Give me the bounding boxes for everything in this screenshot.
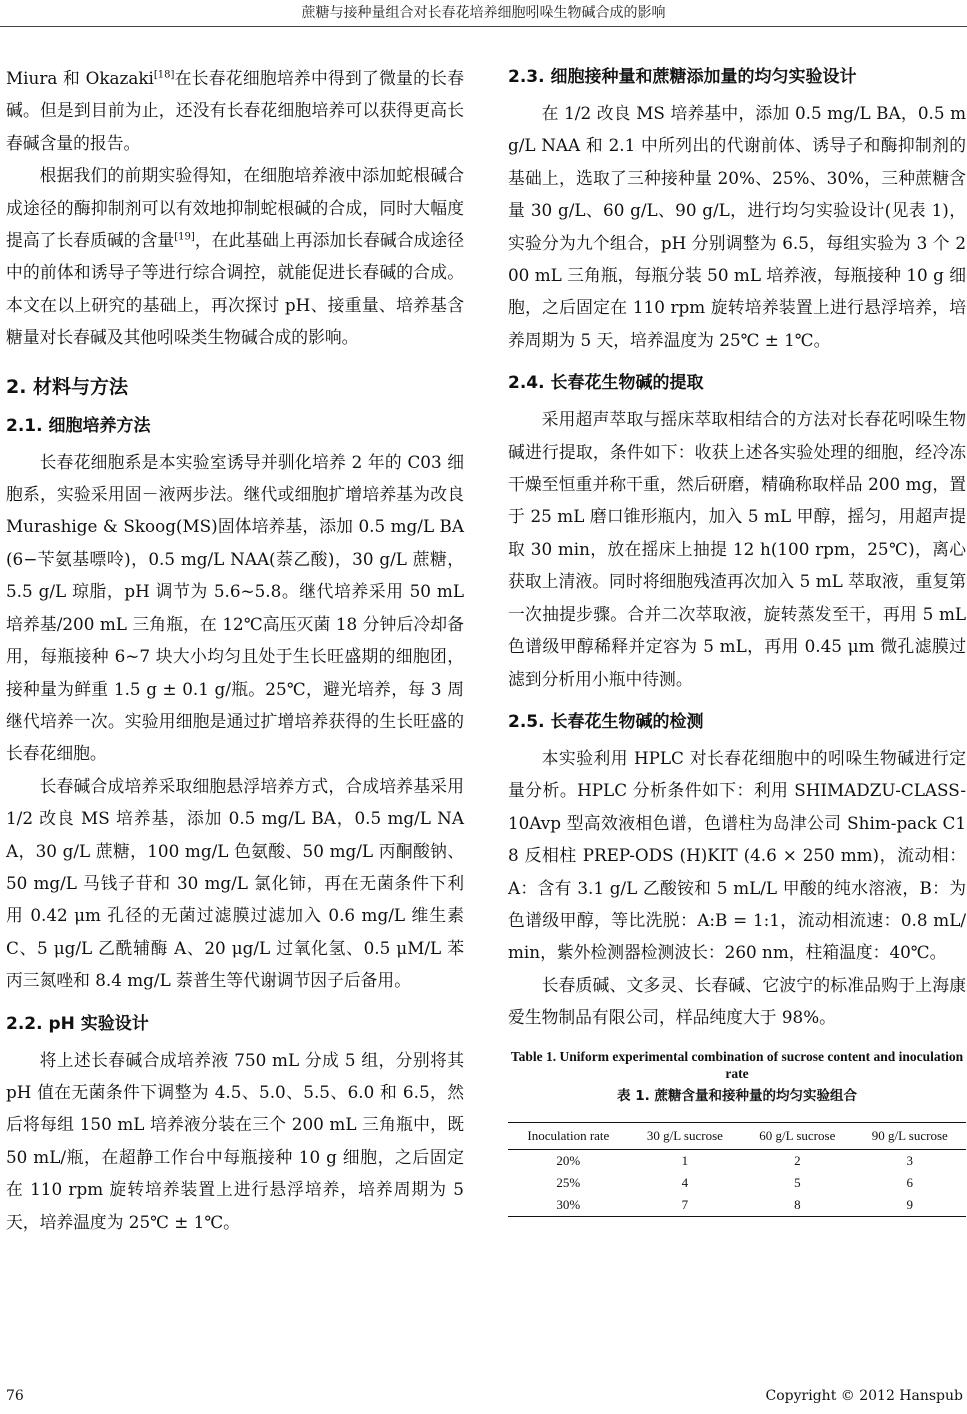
paragraph: 在 1/2 改良 MS 培养基中，添加 0.5 mg/L BA，0.5 mg/L NAA 和 2.1 中所列出的代谢前体、诱导子和酶抑制剂的基础上，选取了三种接种量 20%、25%、30%，三种蔗糖含量 30 g/L、60 g/L、90 g/L，进行均匀实验设计(见表 1)，实验分为九个组合，pH 分别调整为 6.5，每组实验为 3 个 200 mL 三角瓶，每瓶分装 50 mL 培养液，每瓶接种 10 g 细胞，之后固定在 110 rpm 旋转培养装置上进行悬浮培养，培养周期为 5 天，培养温度为 25℃ ± 1℃。 — [508, 103, 966, 350]
left-column — [6, 62, 464, 1238]
paragraph-text: 在长春花细胞培养中得到了微量的长春碱。但是到目前为止，还没有长春花细胞培养可以获得更高长春碱含量的报告。 — [6, 68, 464, 153]
paragraph: 采用超声萃取与摇床萃取相结合的方法对长春花吲哚生物碱进行提取，条件如下：收获上述各实验处理的细胞，经冷冻干燥至恒重并称干重，然后研磨，精确称取样品 200 mg，置于 25 mL 磨口锥形瓶内，加入 5 mL 甲醇，摇匀，用超声提取 30 min，放在摇床上抽提 12 h(100 rpm，25℃)，离心获取上清液。同时将细胞残渣再次加入 5 mL 萃取液，重复第一次抽提步骤。合并二次萃取液，旋转蒸发至干，再用 5 mL 色谱级甲醇稀释并定容为 5 mL，再用 0.45 μm 微孔滤膜过滤到分析用小瓶中待测。 — [508, 409, 966, 689]
subsection-heading: 2.4. 长春花生物碱的提取 — [508, 373, 704, 394]
column-header: 60 g/L sucrose — [741, 1122, 853, 1149]
table-caption-en: Table 1. Uniform experimental combination of sucrose content and inoculation rate — [510, 1048, 964, 1081]
paragraph: 长春质碱、文多灵、长春碱、它波宁的标准品购于上海康爱生物制品有限公司，样品纯度大于 98%。 — [508, 974, 966, 1028]
subsection-heading: 2.2. pH 实验设计 — [6, 1013, 149, 1034]
paragraph — [6, 159, 464, 353]
table-cell: 4 — [681, 1174, 689, 1190]
table-row — [508, 1194, 966, 1217]
page-number: 76 — [6, 1388, 24, 1404]
copyright-notice: Copyright © 2012 Hanspub — [765, 1388, 963, 1404]
table-cell: 3 — [906, 1152, 914, 1168]
table-cell: 9 — [854, 1194, 966, 1217]
paragraph — [6, 62, 464, 159]
table-row — [508, 1149, 966, 1172]
column-header: 30 g/L sucrose — [629, 1122, 741, 1149]
table-caption-zh: 表 1. 蔗糖含量和接种量的均匀实验组合 — [617, 1087, 857, 1104]
paragraph: 本实验利用 HPLC 对长春花细胞中的吲哚生物碱进行定量分析。HPLC 分析条件如下：利用 SHIMADZU-CLASS-10Avp 型高效液相色谱，色谱柱为岛津公司 Shim-pack C18 反相柱 PREP-ODS (H)KIT (4.6 × 250 mm)，流动相：A：含有 3.1 g/L 乙酸铵和 5 mL/L 甲酸的纯水溶液，B：为色谱级甲醇，等比洗脱：A:B = 1:1，流动相流速：0.8 mL/min，紫外检测器检测波长：260 nm，柱箱温度：40℃。 — [508, 747, 966, 963]
table-cell: 5 — [794, 1174, 801, 1190]
subsection-heading: 2.5. 长春花生物碱的检测 — [508, 711, 704, 732]
paragraph: 长春碱合成培养采取细胞悬浮培养方式，合成培养基采用 1/2 改良 MS 培养基，添加 0.5 mg/L BA，0.5 mg/L NAA，30 g/L 蔗糖，100 mg/L 色氨酸、50 mg/L 丙酮酸钠、50 mg/L 马钱子苷和 30 mg/L 氯化铈，再在无菌条件下利用 0.42 μm 孔径的无菌过滤膜过滤加入 0.6 mg/L 维生素 C、5 μg/L 乙酰辅酶 A、20 μg/L 过氧化氢、0.5 μM/L 苯丙三氮唑和 8.4 mg/L 萘普生等代谢调节因子后备用。 — [6, 775, 464, 991]
table-cell: 1 — [681, 1152, 689, 1168]
table-cell: 30% — [508, 1194, 629, 1217]
table-cell: 6 — [906, 1174, 914, 1190]
subsection-heading: 2.1. 细胞培养方法 — [6, 415, 151, 436]
citation-ref[interactable]: [19] — [174, 231, 195, 243]
citation-ref[interactable]: [18] — [153, 69, 175, 81]
table-cell: 7 — [629, 1194, 741, 1217]
subsection-heading: 2.3. 细胞接种量和蔗糖添加量的均匀实验设计 — [508, 67, 857, 87]
table-header-row — [508, 1122, 966, 1149]
header-rule — [0, 26, 967, 27]
right-column — [508, 62, 966, 1217]
paragraph-text: Miura 和 Okazaki — [6, 68, 154, 88]
paragraph-text: ，在此基础上再添加长春碱合成途径中的前体和诱导子等进行综合调控，就能促进长春碱的合成。本文在以上研究的基础上，再次探讨 pH、接重量、培养基含糖量对长春碱及其他吲哚类生物碱合成的影响。 — [6, 230, 464, 348]
table-cell: 8 — [741, 1194, 853, 1217]
section-heading: 2. 材料与方法 — [6, 375, 129, 398]
paragraph-text: 根据我们的前期实验得知，在细胞培养液中添加蛇根碱合成途径的酶抑制剂可以有效地抑制蛇根碱的合成，同时大幅度提高了长春质碱的含量 — [6, 165, 464, 251]
paragraph: 长春花细胞系是本实验室诱导并驯化培养 2 年的 C03 细胞系，实验采用固－液两步法。继代或细胞扩增培养基为改良 Murashige & Skoog(MS)固体培养基，添加 0.5 mg/L BA(6−苄氨基嘌呤)，0.5 mg/L NAA(萘乙酸)，30 g/L 蔗糖，5.5 g/L 琼脂，pH 调节为 5.6~5.8。继代培养采用 50 mL 培养基/200 mL 三角瓶，在 12℃高压灭菌 18 分钟后冷却备用，每瓶接种 6~7 块大小均匀且处于生长旺盛期的细胞团，接种量为鲜重 1.5 g ± 0.1 g/瓶。25℃，避光培养，每 3 周继代培养一次。实验用细胞是通过扩增培养获得的生长旺盛的长春花细胞。 — [6, 451, 465, 764]
table-cell: 2 — [794, 1152, 801, 1168]
table-cell: 25% — [556, 1174, 581, 1190]
running-header: 蔗糖与接种量组合对长春花培养细胞吲哚生物碱合成的影响 — [301, 5, 666, 21]
paragraph: 将上述长春碱合成培养液 750 mL 分成 5 组，分别将其 pH 值在无菌条件下调整为 4.5、5.0、5.5、6.0 和 6.5，然后将每组 150 mL 培养液分装在三个 200 mL 三角瓶中，既 50 mL/瓶，在超静工作台中每瓶接种 10 g 细胞，之后固定在 110 rpm 旋转培养装置上进行悬浮培养，培养周期为 5 天，培养温度为 25℃ ± 1℃。 — [6, 1049, 464, 1232]
column-header: 90 g/L sucrose — [854, 1122, 966, 1149]
table-cell: 20% — [556, 1152, 581, 1168]
column-header: Inoculation rate — [508, 1122, 629, 1149]
uniform-design-table — [508, 1122, 966, 1217]
table-row — [508, 1172, 966, 1194]
